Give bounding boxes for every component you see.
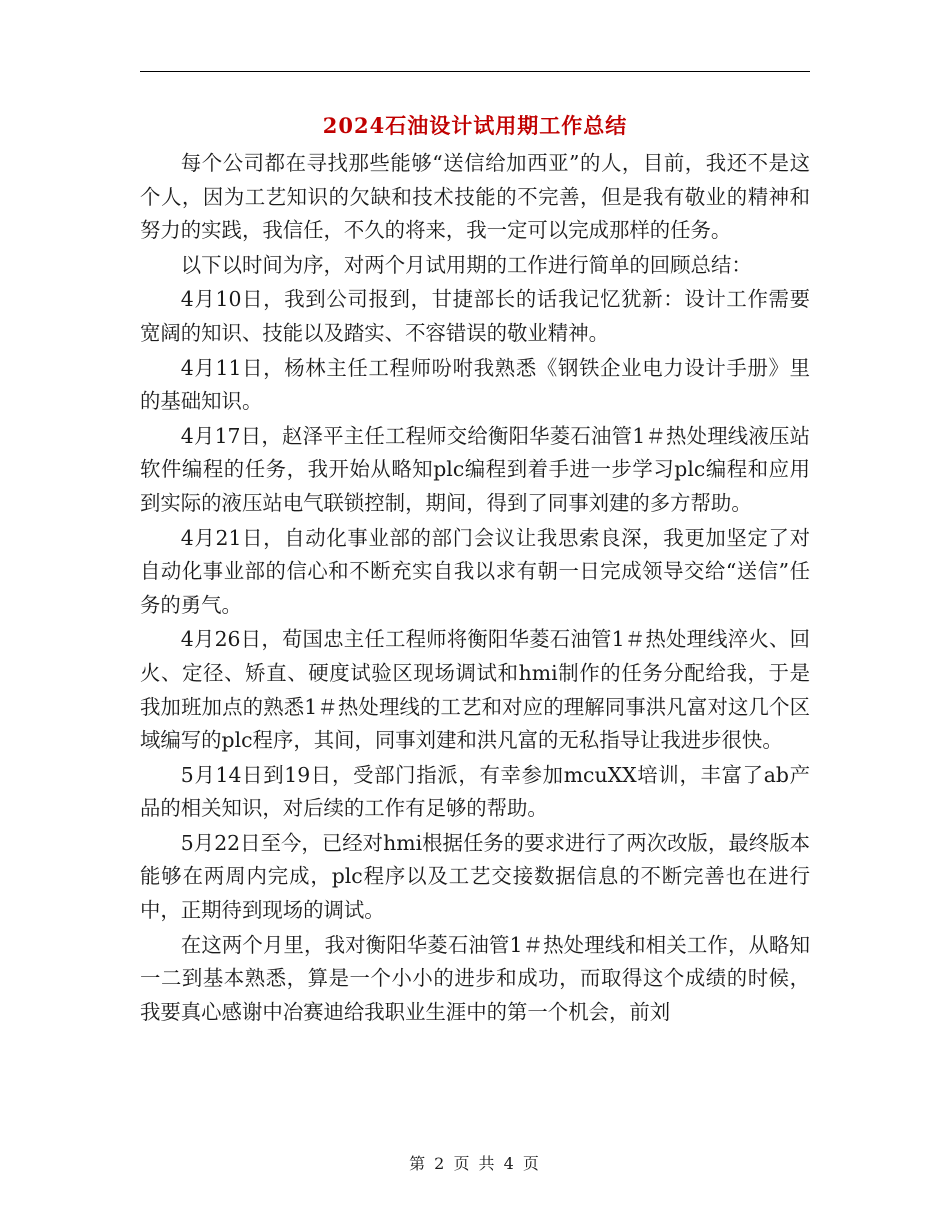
document-body bbox=[140, 147, 810, 1029]
header-rule bbox=[140, 71, 810, 72]
paragraph-apr-10: 4月10日，我到公司报到，甘捷部长的话我记忆犹新：设计工作需要宽阔的知识、技能以及踏实、不容错误的敬业精神。 bbox=[140, 287, 810, 345]
paragraph-overview: 以下以时间为序，对两个月试用期的工作进行简单的回顾总结： bbox=[180, 252, 752, 277]
page-number-footer: 第 2 页 共 4 页 bbox=[409, 1154, 541, 1173]
document-title: 2024石油设计试用期工作总结 bbox=[322, 113, 628, 138]
paragraph-apr-17: 4月17日，赵泽平主任工程师交给衡阳华菱石油管1＃热处理线液压站软件编程的任务，我开始从略知plc编程到着手进一步学习plc编程和应用到实际的液压站电气联锁控制，期间，得到了同事刘建的多方帮助。 bbox=[140, 423, 810, 515]
paragraph-apr-11: 4月11日，杨林主任工程师吩咐我熟悉《钢铁企业电力设计手册》里的基础知识。 bbox=[140, 355, 810, 414]
paragraph-summary: 在这两个月里，我对衡阳华菱石油管1＃热处理线和相关工作，从略知一二到基本熟悉，算是一个小小的进步和成功，而取得这个成绩的时候，我要真心感谢中冶赛迪给我职业生涯中的第一个机会，前刘 bbox=[140, 932, 810, 1024]
paragraph-may-14: 5月14日到19日，受部门指派，有幸参加mcuXX培训，丰富了ab产品的相关知识，对后续的工作有足够的帮助。 bbox=[140, 762, 810, 821]
paragraph-intro: 每个公司都在寻找那些能够“送信给加西亚”的人，目前，我还不是这个人，因为工艺知识的欠缺和技术技能的不完善，但是我有敬业的精神和努力的实践，我信任，不久的将来，我一定可以完成那样的任务。 bbox=[140, 151, 810, 243]
paragraph-apr-26: 4月26日，荀国忠主任工程师将衡阳华菱石油管1＃热处理线淬火、回火、定径、矫直、硬度试验区现场调试和hmi制作的任务分配给我，于是我加班加点的熟悉1＃热处理线的工艺和对应的理解同事洪凡富对这几个区域编写的plc程序，其间，同事刘建和洪凡富的无私指导让我进步很快。 bbox=[140, 627, 810, 753]
paragraph-may-22: 5月22日至今，已经对hmi根据任务的要求进行了两次改版，最终版本能够在两周内完成，plc程序以及工艺交接数据信息的不断完善也在进行中，正期待到现场的调试。 bbox=[140, 830, 810, 923]
paragraph-apr-21: 4月21日，自动化事业部的部门会议让我思索良深，我更加坚定了对自动化事业部的信心和不断充实自我以求有朝一日完成领导交给“送信”任务的勇气。 bbox=[140, 525, 810, 617]
